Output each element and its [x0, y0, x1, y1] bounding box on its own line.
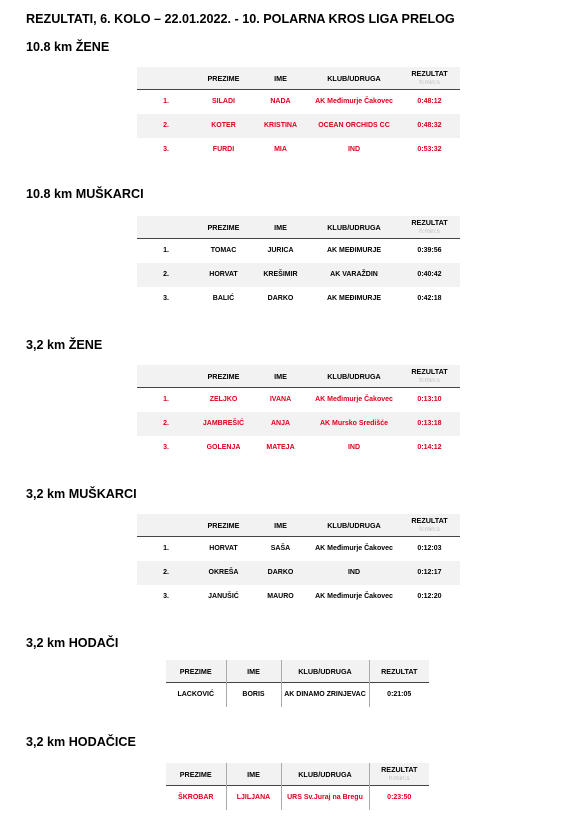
table-header	[166, 763, 429, 786]
cell-rezultat: 0:12:03	[417, 544, 442, 552]
cell-ime: DARKO	[267, 568, 294, 576]
table-row	[137, 436, 460, 460]
table-row	[137, 90, 460, 114]
section-heading-10-8-zene: 10.8 km ŽENE	[26, 40, 110, 54]
table-row	[137, 412, 460, 436]
header-prezime: PREZIME	[207, 520, 240, 530]
header-rezultat: REZULTAT	[369, 660, 429, 683]
header-ime: IME	[274, 73, 287, 83]
cell-rezultat: 0:14:12	[417, 443, 442, 451]
header-unit: h:min:s	[419, 377, 440, 384]
table-row	[137, 239, 460, 263]
cell-ime: IVANA	[269, 395, 292, 403]
table-row	[166, 683, 429, 707]
section-heading-3-2-hodacice: 3,2 km HODAČICE	[26, 735, 136, 749]
cell-rezultat: 0:12:20	[417, 592, 442, 600]
header-unit: h:min:s	[419, 79, 440, 86]
cell-rezultat: 0:13:10	[417, 395, 442, 403]
header-ime: IME	[274, 520, 287, 530]
results-table-10-8-muskarci	[137, 216, 460, 311]
table-row	[137, 287, 460, 311]
header-klub: KLUB/UDRUGA	[281, 660, 369, 683]
cell-rezultat: 0:12:17	[417, 568, 442, 576]
header-klub: KLUB/UDRUGA	[327, 222, 381, 232]
section-heading-3-2-hodaci: 3,2 km HODAČI	[26, 636, 119, 650]
cell-prezime: ZELJKO	[209, 395, 238, 403]
header-ime: IME	[274, 371, 287, 381]
header-unit: h:min:s	[388, 775, 410, 782]
cell-rezultat: 0:13:18	[417, 419, 442, 427]
section-heading-3-2-zene: 3,2 km ŽENE	[26, 338, 103, 352]
cell-klub: AK MEĐIMURJE	[326, 246, 382, 254]
cell-ime: LJILJANA	[226, 786, 281, 810]
header-place	[137, 514, 195, 537]
header-rezultat: REZULTAT h:min:s	[399, 365, 460, 388]
cell-place: 3.	[163, 443, 169, 451]
cell-prezime: JANUŠIĆ	[208, 592, 239, 600]
section-heading-3-2-muskarci: 3,2 km MUŠKARCI	[26, 487, 137, 501]
header-klub: KLUB/UDRUGA	[327, 73, 381, 83]
cell-rezultat: 0:23:50	[369, 786, 429, 810]
header-klub: KLUB/UDRUGA	[327, 520, 381, 530]
table-header	[137, 216, 460, 239]
cell-rezultat: 0:53:32	[417, 145, 442, 153]
cell-place: 1.	[163, 97, 169, 105]
table-row	[137, 114, 460, 138]
cell-klub: IND	[347, 145, 361, 153]
header-klub: KLUB/UDRUGA	[281, 763, 369, 786]
table-header	[137, 514, 460, 537]
cell-klub: IND	[347, 568, 361, 576]
results-table-3-2-zene	[137, 365, 460, 460]
header-place	[137, 216, 195, 239]
cell-place: 3.	[163, 145, 169, 153]
cell-prezime: BALIĆ	[212, 294, 235, 302]
table-row	[137, 263, 460, 287]
cell-rezultat: 0:42:18	[417, 294, 442, 302]
results-table-3-2-hodacice	[166, 763, 429, 810]
cell-prezime: LACKOVIĆ	[177, 690, 215, 698]
section-heading-10-8-muskarci: 10.8 km MUŠKARCI	[26, 187, 144, 201]
table-row	[137, 138, 460, 162]
cell-rezultat: 0:48:32	[417, 121, 442, 129]
cell-klub: OCEAN ORCHIDS CC	[318, 121, 390, 129]
header-prezime: PREZIME	[179, 769, 212, 779]
cell-place: 3.	[163, 592, 169, 600]
cell-place: 1.	[163, 395, 169, 403]
cell-rezultat: 0:21:05	[369, 683, 429, 707]
cell-place: 2.	[163, 419, 169, 427]
cell-ime: JURICA	[267, 246, 294, 254]
cell-ime: SAŠA	[270, 544, 291, 552]
header-ime: IME	[226, 763, 281, 786]
page-title: REZULTATI, 6. KOLO – 22.01.2022. - 10. POLARNA KROS LIGA PRELOG	[26, 12, 455, 26]
cell-ime: MAURO	[267, 592, 294, 600]
results-table-3-2-hodaci	[166, 660, 429, 707]
header-prezime: PREZIME	[207, 73, 240, 83]
cell-klub: AK Međimurje Čakovec	[315, 97, 393, 105]
cell-place: 2.	[163, 121, 169, 129]
cell-klub: IND	[347, 443, 361, 451]
cell-ime: NADA	[270, 97, 291, 105]
header-rezultat: REZULTAT h:min:s	[399, 216, 460, 239]
cell-ime: KRISTINA	[263, 121, 298, 129]
cell-ime: KREŠIMIR	[263, 270, 298, 278]
cell-klub: AK DINAMO ZRINJEVAC	[281, 683, 369, 707]
header-unit: h:min:s	[419, 526, 440, 533]
cell-rezultat: 0:39:56	[417, 246, 442, 254]
cell-ime: BORIS	[226, 683, 281, 707]
header-prezime: PREZIME	[207, 371, 240, 381]
table-header	[137, 365, 460, 388]
header-unit: h:min:s	[419, 228, 440, 235]
cell-place: 3.	[163, 294, 169, 302]
cell-ime: ANJA	[270, 419, 291, 427]
cell-klub: AK Međimurje Čakovec	[315, 592, 393, 600]
cell-rezultat: 0:40:42	[417, 270, 442, 278]
cell-klub: AK MEĐIMURJE	[326, 294, 382, 302]
cell-prezime: GOLENJA	[206, 443, 241, 451]
header-klub: KLUB/UDRUGA	[327, 371, 381, 381]
header-prezime: PREZIME	[179, 666, 212, 676]
table-row	[137, 388, 460, 412]
header-rezultat: REZULTAT h:min:s	[369, 763, 429, 786]
cell-rezultat: 0:48:12	[417, 97, 442, 105]
table-row	[137, 585, 460, 609]
results-table-10-8-zene	[137, 67, 460, 162]
cell-prezime: KOTER	[211, 121, 236, 129]
cell-klub: AK Mursko Središće	[319, 419, 389, 427]
results-table-3-2-muskarci	[137, 514, 460, 609]
cell-klub: AK VARAŽDIN	[330, 270, 378, 278]
cell-klub: AK Međimurje Čakovec	[315, 395, 393, 403]
cell-place: 2.	[163, 568, 169, 576]
table-row	[137, 537, 460, 561]
header-place	[137, 67, 195, 90]
cell-ime: MATEJA	[266, 443, 295, 451]
header-rezultat: REZULTAT h:min:s	[399, 67, 460, 90]
header-ime: IME	[226, 660, 281, 683]
cell-place: 1.	[163, 246, 169, 254]
cell-prezime: TOMAC	[210, 246, 237, 254]
cell-place: 1.	[163, 544, 169, 552]
cell-ime: MIA	[274, 145, 287, 153]
cell-prezime: HORVAT	[209, 544, 238, 552]
cell-place: 2.	[163, 270, 169, 278]
table-header	[166, 660, 429, 683]
cell-ime: DARKO	[267, 294, 294, 302]
table-row	[166, 786, 429, 810]
cell-prezime: FURDI	[212, 145, 235, 153]
header-rezultat: REZULTAT h:min:s	[399, 514, 460, 537]
cell-klub: AK Međimurje Čakovec	[315, 544, 393, 552]
cell-prezime: ŠKROBAR	[178, 793, 214, 801]
cell-prezime: JAMBREŠIĆ	[202, 419, 245, 427]
header-ime: IME	[274, 222, 287, 232]
cell-prezime: HORVAT	[209, 270, 238, 278]
cell-prezime: SILADI	[212, 97, 235, 105]
header-prezime: PREZIME	[207, 222, 240, 232]
table-header	[137, 67, 460, 90]
header-place	[137, 365, 195, 388]
cell-prezime: OKREŠA	[208, 568, 239, 576]
cell-klub: URS Sv.Juraj na Bregu	[281, 786, 369, 810]
table-row	[137, 561, 460, 585]
